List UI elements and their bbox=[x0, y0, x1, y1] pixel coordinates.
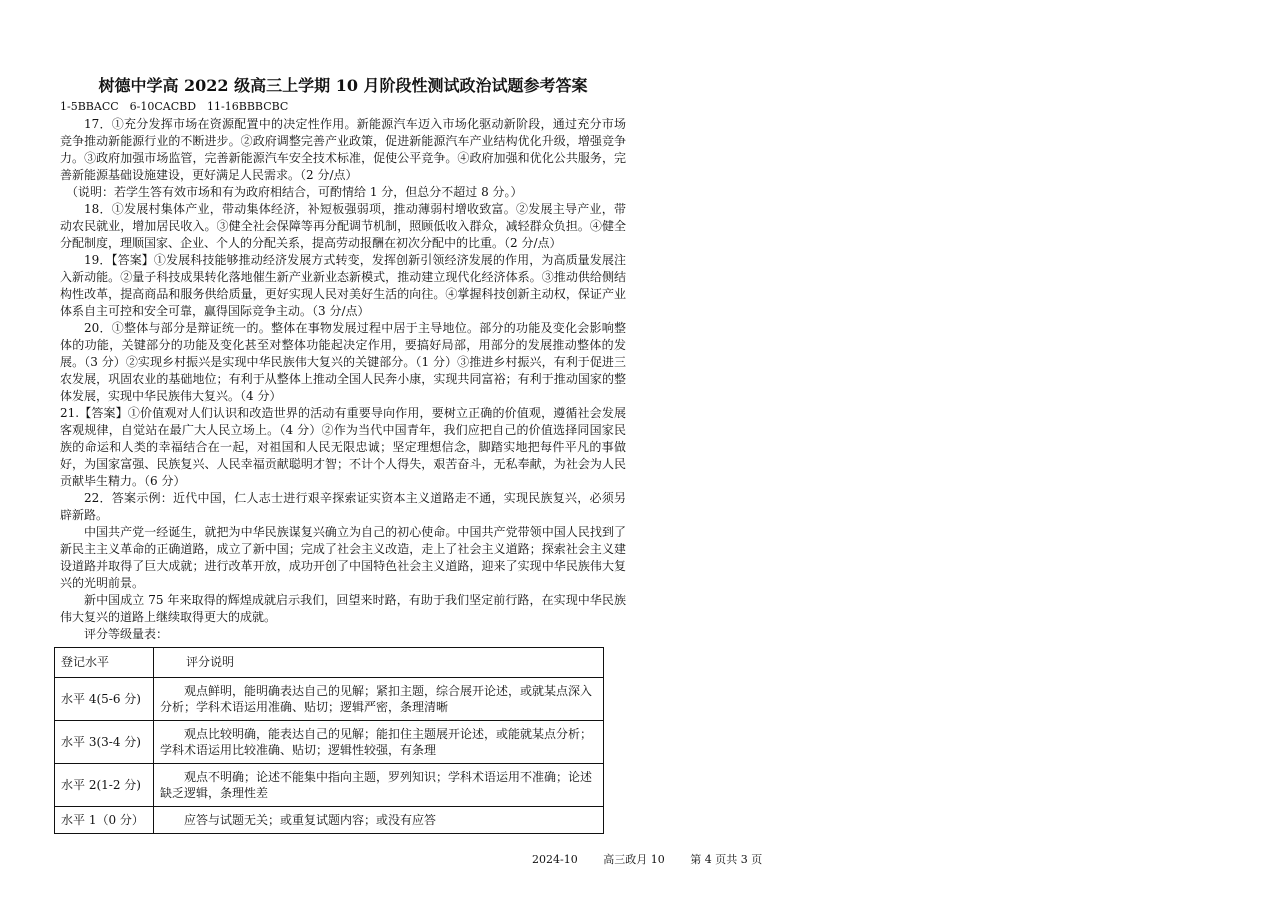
page-footer bbox=[532, 851, 784, 867]
answer-22-body: 中国共产党一经诞生，就把为中华民族谋复兴确立为自己的初心使命。中国共产党带领中国人民找到了新民主主义革命的正确道路，成立了新中国；完成了社会主义改造，走上了社会主义道路；探索社会主义建设道路并取得了巨大成就；进行改革开放，成功开创了中国特色社会主义道路，迎来了实现中华民族伟大复兴的光明前景。 bbox=[60, 525, 626, 590]
rubric-description: 应答与试题无关；或重复试题内容；或没有应答 bbox=[154, 807, 604, 834]
answer-18: 18．①发展村集体产业，带动集体经济，补短板强弱项，推动薄弱村增收致富。②发展主导产业，带动农民就业，增加居民收入。③健全社会保障等再分配调节机制，照顾低收入群众，减轻群众负担。④健全分配制度，理顺国家、企业、个人的分配关系，提高劳动报酬在初次分配中的比重。（2 分/点） bbox=[60, 202, 626, 250]
answer-17-note: （说明：若学生答有效市场和有为政府相结合，可酌情给 1 分，但总分不超过 8 分。） bbox=[66, 185, 523, 199]
rubric-row bbox=[55, 678, 604, 721]
rubric-description: 观点鲜明，能明确表达自己的见解；紧扣主题，综合展开论述，或就某点深入分析；学科术语运用准确、贴切；逻辑严密，条理清晰 bbox=[154, 678, 604, 721]
rubric-table bbox=[54, 647, 604, 834]
answer-22-conclusion: 新中国成立 75 年来取得的辉煌成就启示我们，回望来时路，有助于我们坚定前行路，在实现中华民族伟大复兴的道路上继续取得更大的成就。 bbox=[60, 593, 626, 624]
rubric-header-level: 登记水平 bbox=[55, 648, 154, 678]
rubric-level: 水平 4(5-6 分) bbox=[55, 678, 154, 721]
answer-key-document bbox=[60, 76, 626, 834]
answer-17: 17．①充分发挥市场在资源配置中的决定性作用。新能源汽车迈入市场化驱动新阶段，通过充分市场竞争推动新能源行业的不断进步。②政府调整完善产业政策，促进新能源汽车产业结构优化升级，增强竞争力。③政府加强市场监管，完善新能源汽车安全技术标准，促使公平竞争。④政府加强和优化公共服务，完善新能源基础设施建设，更好满足人民需求。（2 分/点） bbox=[60, 117, 626, 182]
multiple-choice-answers: 1-5BBACC 6-10CACBD 11-16BBBCBC bbox=[60, 100, 289, 113]
footer-course: 高三政月 10 bbox=[603, 853, 665, 866]
document-title: 树德中学高 2022 级高三上学期 10 月阶段性测试政治试题参考答案 bbox=[98, 76, 588, 95]
answer-19: 19．【答案】①发展科技能够推动经济发展方式转变，发挥创新引领经济发展的作用，为高质量发展注入新动能。②量子科技成果转化落地催生新产业新业态新模式，推动建立现代化经济体系。③推动供给侧结构性改革，提高商品和服务供给质量，更好实现人民对美好生活的向往。④掌握科技创新主动权，保证产业体系自主可控和安全可靠，赢得国际竞争主动。（3 分/点） bbox=[60, 253, 626, 318]
answer-22-intro: 22．答案示例：近代中国，仁人志士进行艰辛探索证实资本主义道路走不通，实现民族复兴，必须另辟新路。 bbox=[60, 491, 626, 522]
footer-page-number: 第 4 页共 3 页 bbox=[690, 853, 763, 866]
rubric-level: 水平 1（0 分） bbox=[55, 807, 154, 834]
rubric-row bbox=[55, 807, 604, 834]
rubric-level: 水平 2(1-2 分) bbox=[55, 764, 154, 807]
rubric-header-description: 评分说明 bbox=[154, 648, 604, 678]
footer-date: 2024-10 bbox=[532, 853, 578, 866]
rubric-label: 评分等级量表： bbox=[84, 627, 169, 641]
rubric-row bbox=[55, 721, 604, 764]
rubric-description: 观点不明确；论述不能集中指向主题，罗列知识；学科术语运用不准确；论述缺乏逻辑，条理性差 bbox=[154, 764, 604, 807]
answer-20: 20．①整体与部分是辩证统一的。整体在事物发展过程中居于主导地位。部分的功能及变化会影响整体的功能，关键部分的功能及变化甚至对整体功能起决定作用，要搞好局部，用部分的发展推动整体的发展。（3 分）②实现乡村振兴是实现中华民族伟大复兴的关键部分。（1 分）③推进乡村振兴，有利于促进三农发展，巩固农业的基础地位；有利于从整体上推动全国人民奔小康，实现共同富裕；有利于推动国家的整体发展，实现中华民族伟大复兴。（4 分） bbox=[60, 321, 626, 403]
rubric-description: 观点比较明确，能表达自己的见解；能扣住主题展开论述，或能就某点分析；学科术语运用比较准确、贴切；逻辑性较强，有条理 bbox=[154, 721, 604, 764]
rubric-row bbox=[55, 764, 604, 807]
rubric-level: 水平 3(3-4 分) bbox=[55, 721, 154, 764]
rubric-header-row bbox=[55, 648, 604, 678]
answer-21: 21.【答案】①价值观对人们认识和改造世界的活动有重要导向作用，要树立正确的价值观，遵循社会发展客观规律，自觉站在最广大人民立场上。（4 分）②作为当代中国青年，我们应把自己的价值选择同国家民族的命运和人类的幸福结合在一起，对祖国和人民无限忠诚；坚定理想信念，脚踏实地把每件平凡的事做好，为国家富强、民族复兴、人民幸福贡献聪明才智；不计个人得失，艰苦奋斗，无私奉献，为社会为人民贡献毕生精力。（6 分） bbox=[60, 406, 626, 488]
